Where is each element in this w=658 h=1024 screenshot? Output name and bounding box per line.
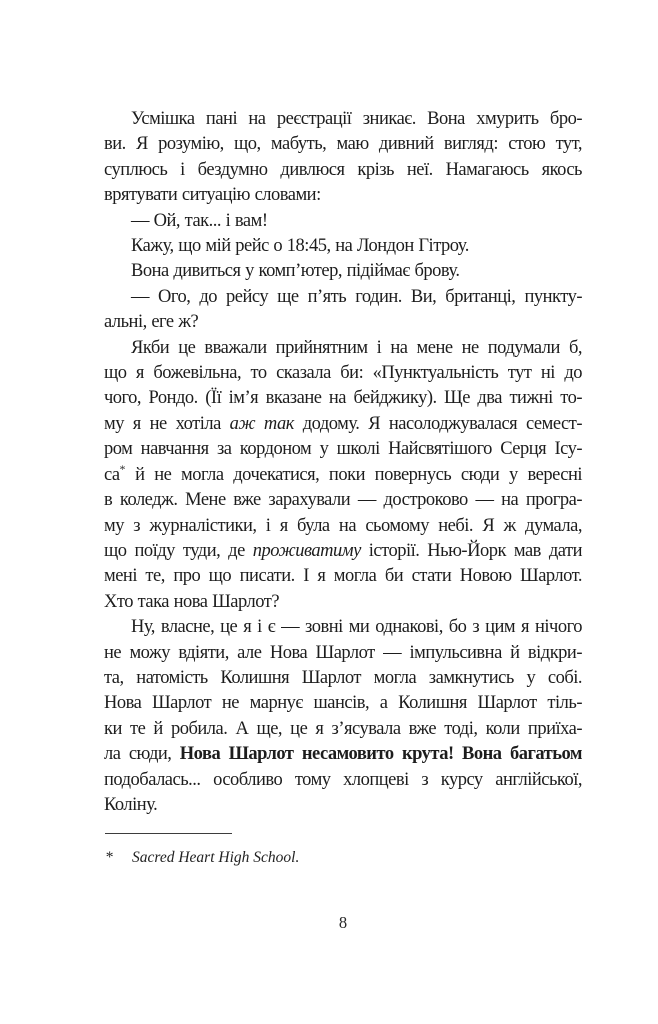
text-line [104,158,582,183]
text-line [104,386,582,411]
text-line [104,361,582,386]
text-line [104,691,582,716]
text-line [104,107,582,132]
text-run: мені те, про що писати. І я могла би стати Новою Шарлот. [104,566,582,587]
text-line [104,209,582,234]
text-line [104,463,582,488]
text-line [104,132,582,157]
text-run: що я божевільна, то сказала би: «Пунктуальність тут ні до [104,363,582,384]
text-run: ла сюди, [104,744,180,765]
text-run: ром навчання за кордоном у школі Найсвятішого Серця Ісу- [104,439,582,460]
italic-run: проживатиму [252,540,361,561]
text-run: суплюсь і бездумно дивлюся крізь неї. Намагаюсь якось [104,159,582,180]
text-line [104,615,582,640]
footnote-marker: * [105,849,113,866]
text-line [104,641,582,666]
text-line [104,336,582,361]
text-line [104,437,582,462]
text-run: Кажу, що мій рейс о 18:45, на Лондон Гітроу. [131,236,469,257]
text-line [104,234,582,259]
text-line [104,793,582,818]
text-run: та, натомість Колишня Шарлот могла замкнутись у собі. [104,667,582,688]
text-run: Нова Шарлот не марнує шансів, а Колишня Шарлот тіль- [104,693,582,714]
text-line [104,514,582,539]
text-run: Коліну. [104,794,158,815]
text-line [104,412,582,437]
footnote-ref-marker: * [119,463,126,476]
text-run: Хто така нова Шарлот? [104,591,280,612]
footnote [105,847,583,869]
text-run: му з журналістики, і я була на сьомому небі. Я ж думала, [104,515,582,536]
text-run: що поїду туди, де [104,540,253,561]
text-line [104,310,582,335]
text-run: Усмішка пані на реєстрації зникає. Вона хмурить бро- [131,109,582,129]
text-run: ви. Я розумію, що, мабуть, маю дивний вигляд: стою тут, [104,134,582,155]
text-run: додому. Я насолоджувалася семест- [293,413,582,434]
text-line [104,564,582,589]
text-run: ки те й робила. А ще, це я з’ясувала вже тоді, коли приїха- [104,718,582,739]
text-run: Ну, власне, це я і є — зовні ми однакові, бо з цим я нічого [131,617,582,638]
text-line [104,183,582,208]
text-line [104,768,582,793]
page-number: 8 [338,913,348,932]
text-line [104,666,582,691]
page-body-text [104,107,582,818]
footnote-separator [105,833,232,834]
text-line [104,285,582,310]
text-run: Вона дивиться у комп’ютер, підіймає брову. [131,261,460,282]
footnote-text: Sacred Heart High School. [132,849,300,866]
text-run: подобалась... особливо тому хлопцеві з курсу англійської, [104,769,582,790]
italic-run: аж так [229,413,294,434]
text-run: му я не хотіла [104,413,230,434]
bold-run: Нова Шарлот несамовито крута! Вона багатьом [179,744,582,765]
text-run: й не могла дочекатися, поки повернусь сюди у вересні [125,464,582,485]
text-run: чого, Рондо. (Її ім’я вказане на бейджику). Ще два тижні то- [104,388,582,409]
text-run: врятувати ситуацію словами: [104,185,321,206]
text-line [104,742,582,767]
text-run: не можу вдіяти, але Нова Шарлот — імпульсивна й відкри- [104,642,582,663]
text-run: альні, еге ж? [104,312,199,333]
text-run: са [104,464,120,485]
text-run: в коледж. Мене вже зарахували — достроково — на програ- [104,490,582,511]
text-line [104,488,582,513]
text-line [104,590,582,615]
text-run: історії. Нью-Йорк мав дати [360,540,582,561]
text-line [104,717,582,742]
text-run: — Ой, так... і вам! [131,210,268,231]
text-run: Якби це вважали прийнятним і на мене не подумали б, [131,337,582,358]
text-run: — Ого, до рейсу ще п’ять годин. Ви, британці, пункту- [131,286,582,307]
text-line [104,539,582,564]
text-line [104,259,582,284]
